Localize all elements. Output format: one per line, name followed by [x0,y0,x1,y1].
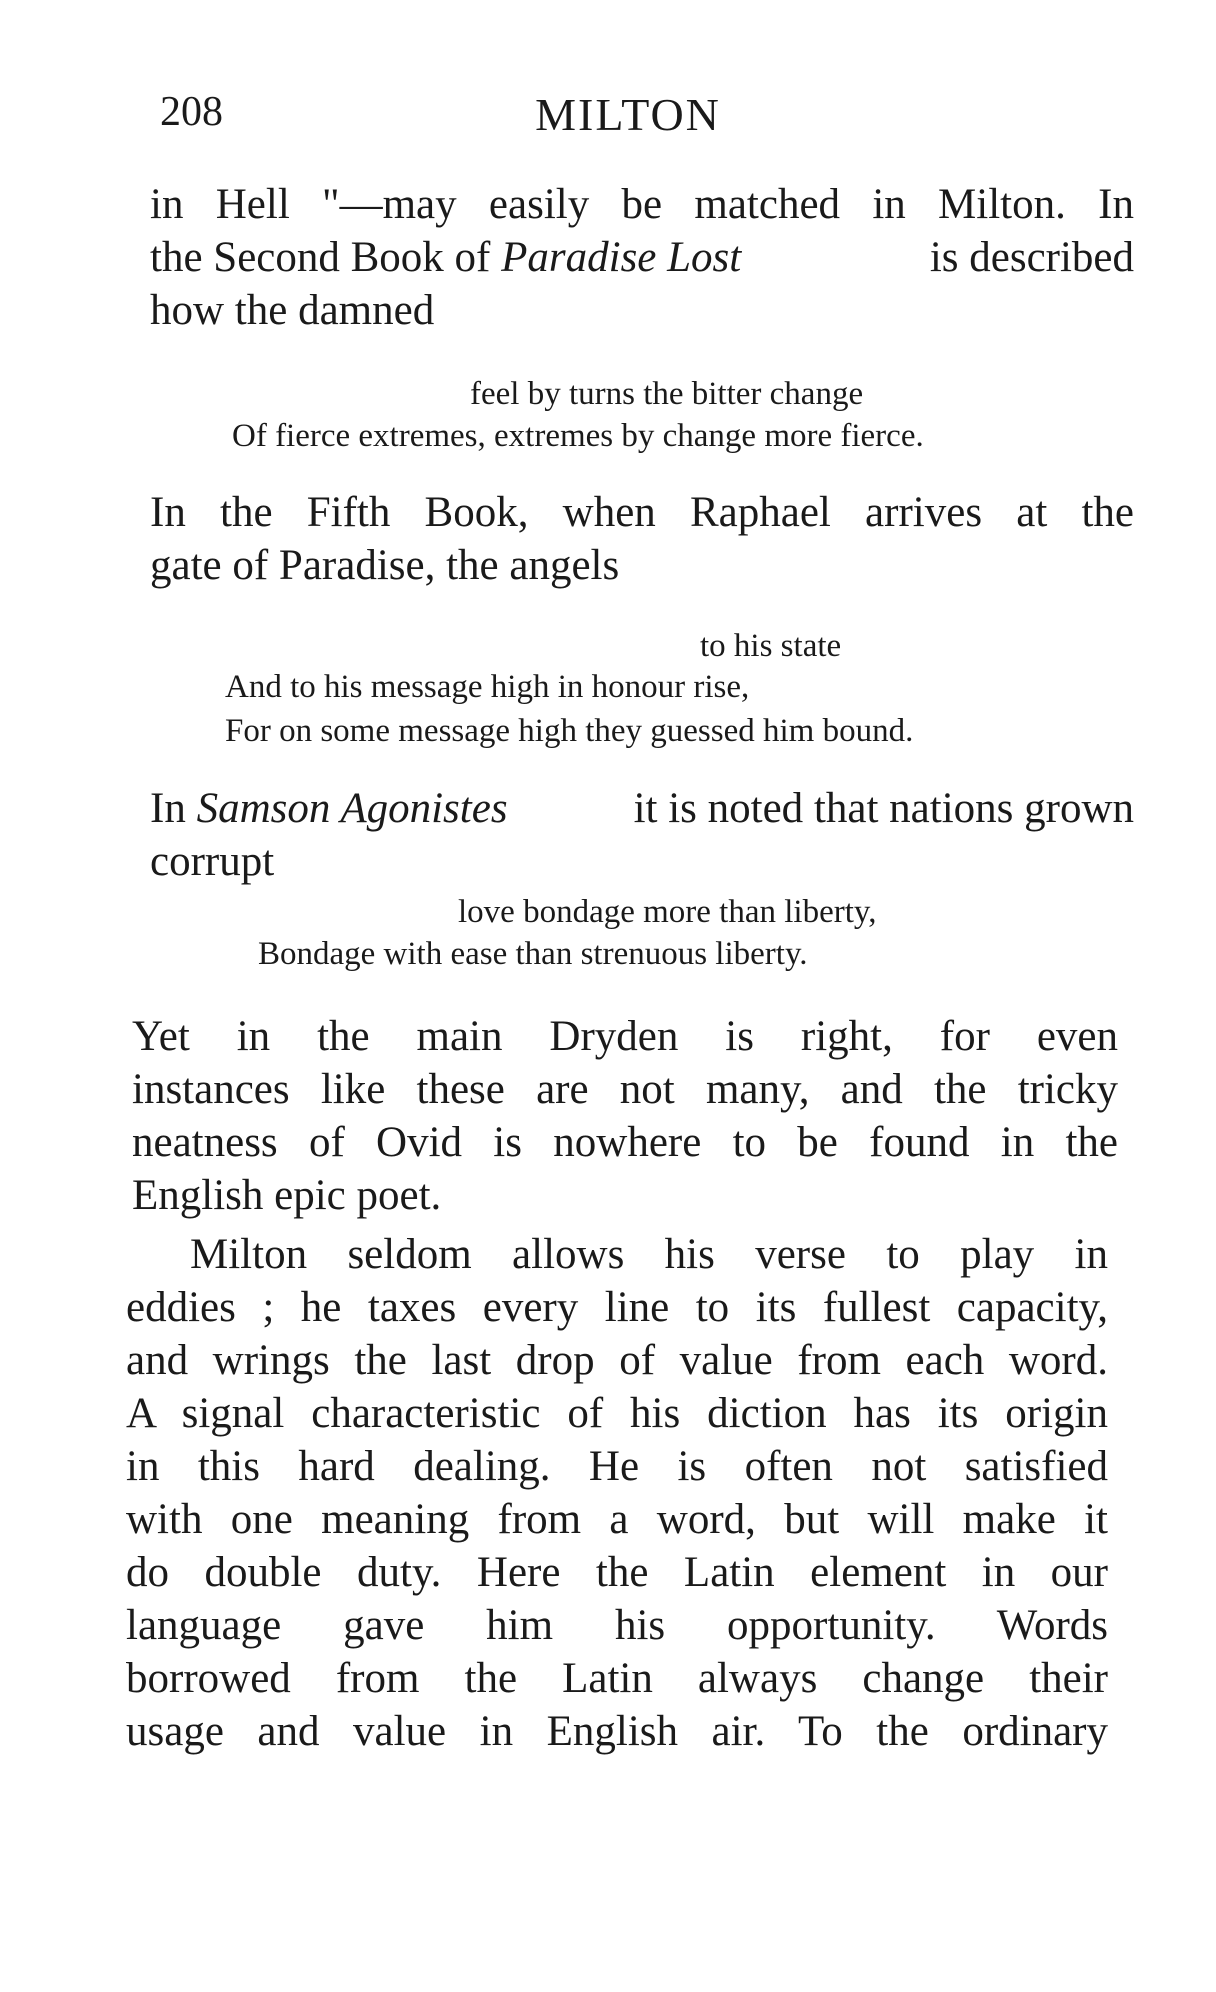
paragraph-line: In the Fifth Book, when Raphael arrives at the [150,489,1134,536]
paragraph-line: A signal characteristic of his diction has its origin [126,1390,1108,1437]
work-title: Paradise Lost [501,234,742,281]
paragraph-line: and wrings the last drop of value from each word. [126,1337,1108,1384]
verse-line: love bondage more than liberty, [458,894,877,930]
verse-quote-3-cont [258,932,808,976]
paragraph-line: how the damned [150,287,435,334]
verse-quote-3 [458,890,876,934]
verse-line: For on some message high they guessed him bound. [225,713,914,749]
paragraph-line: Yet in the main Dryden is right, for even [132,1013,1118,1060]
text-run: the Second Book of [150,234,502,281]
paragraph-line: corrupt [150,838,275,885]
paragraph-line: in Hell "—may easily be matched in Milton. In [150,181,1134,228]
verse-quote-2-cont [225,665,913,753]
verse-line: And to his message high in honour rise, [225,669,750,705]
paragraph-line: English epic poet. [132,1172,442,1219]
verse-line: feel by turns the bitter change [470,376,864,412]
verse-line: to his state [700,628,842,664]
paragraph-line [150,231,1134,284]
work-title: Samson Agonistes [196,785,508,832]
paragraph-4 [132,1010,1118,1222]
verse-quote-1 [470,372,863,416]
text-run: In [150,785,197,832]
paragraph-line: do double duty. Here the Latin element in our [126,1549,1108,1596]
paragraph-line: usage and value in English air. To the ordinary [126,1708,1108,1755]
text-run: it is noted that nations grown [622,785,1134,832]
paragraph-line: eddies ; he taxes every line to its fullest capacity, [126,1284,1108,1331]
paragraph-line [150,782,1134,835]
page-number: 208 [160,89,223,135]
verse-quote-2 [700,624,841,668]
paragraph-1 [150,178,1134,337]
page-header [0,88,1216,148]
verse-line: Of fierce extremes, extremes by change more fierce. [232,418,924,454]
paragraph-2 [150,486,1134,592]
paragraph-line: neatness of Ovid is nowhere to be found in the [132,1119,1118,1166]
paragraph-line: instances like these are not many, and the tricky [132,1066,1118,1113]
paragraph-5 [126,1228,1108,1758]
paragraph-line: borrowed from the Latin always change their [126,1655,1108,1702]
paragraph-line: in this hard dealing. He is often not satisfied [126,1443,1108,1490]
paragraph-line: Milton seldom allows his verse to play in [190,1231,1108,1278]
paragraph-3 [150,782,1134,888]
running-head: MILTON [535,89,721,140]
verse-line: Bondage with ease than strenuous liberty. [258,936,808,972]
paragraph-line: with one meaning from a word, but will make it [126,1496,1108,1543]
text-run: is described [919,234,1134,281]
verse-quote-1-cont [232,414,924,458]
paragraph-line: language gave him his opportunity. Words [126,1602,1108,1649]
paragraph-line: gate of Paradise, the angels [150,542,620,589]
